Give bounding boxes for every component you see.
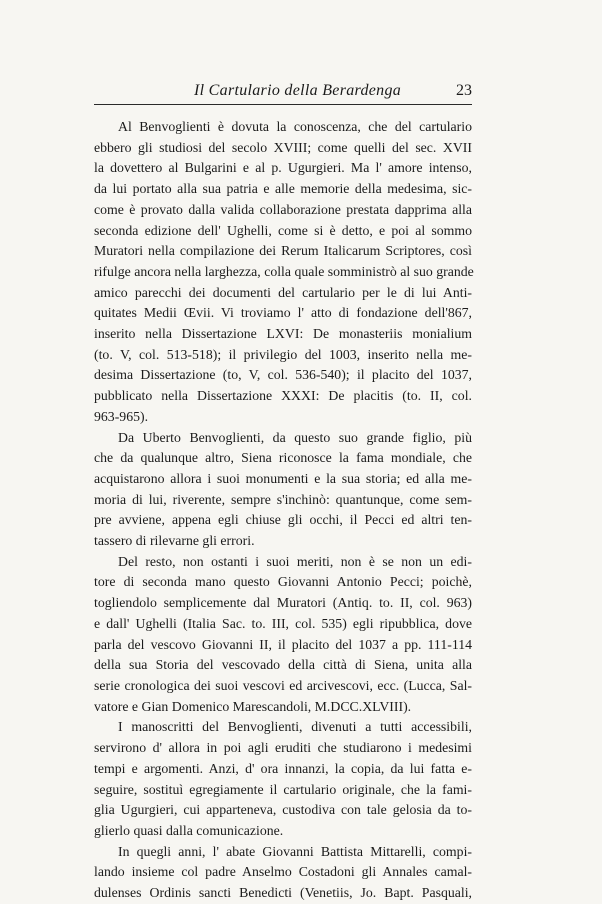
text-line: da lui portato alla sua patria e alle memorie della medesima, sic- bbox=[94, 181, 472, 197]
text-line: dulenses Ordinis sancti Benedicti (Venetiis, Jo. Bapt. Pasquali, bbox=[94, 885, 472, 901]
text-line: tassero di rilevarne gli errori. bbox=[94, 533, 255, 549]
text-line: pre avviene, appena egli chiuse gli occhi, il Pecci ed altri ten- bbox=[94, 512, 472, 528]
text-line: Al Benvoglienti è dovuta la conoscenza, che del cartulario bbox=[118, 119, 472, 134]
text-line: inserito nella Dissertazione LXVI: De monasteriis monialium bbox=[94, 326, 472, 342]
text-line: Muratori nella compilazione dei Rerum Italicarum Scriptores, così bbox=[94, 243, 472, 259]
text-line: amico parecchi dei documenti del cartulario per le di lui Anti- bbox=[94, 284, 472, 300]
text-line: serie cronologica dei suoi vescovi ed arcivescovi, ecc. (Lucca, Sal- bbox=[94, 677, 472, 693]
text-line: quitates Medii Œvii. Vi troviamo l' atto di fondazione dell'867, bbox=[94, 305, 472, 321]
text-line: I manoscritti del Benvoglienti, divenuti a tutti accessibili, bbox=[118, 719, 472, 735]
text-line: tempi e argomenti. Anzi, d' ora innanzi, la copia, da lui fatta e- bbox=[94, 760, 472, 776]
text-line: 963-965). bbox=[94, 408, 149, 424]
text-line: la dovettero al Bulgarini e al p. Ugurgieri. Ma l' amore intenso, bbox=[94, 160, 472, 176]
paragraph bbox=[94, 428, 472, 552]
paragraph bbox=[94, 117, 472, 428]
text-line: vatore e Gian Domenico Marescandoli, M.DCC.XLVIII). bbox=[94, 698, 412, 714]
text-line: Da Uberto Benvoglienti, da questo suo grande figlio, più bbox=[118, 429, 472, 445]
text-line: desima Dissertazione (to, V, col. 536-540); il placito del 1037, bbox=[94, 367, 472, 383]
text-line: Del resto, non ostanti i suoi meriti, non è se non un edi- bbox=[118, 553, 472, 569]
text-line: lando insieme col padre Anselmo Costadoni gli Annales camal- bbox=[94, 864, 472, 880]
text-line: acquistarono allora i suoi monumenti e la sua storia; ed alla me- bbox=[94, 470, 472, 486]
paragraph bbox=[94, 552, 472, 718]
text-line: glierlo quasi dalla comunicazione. bbox=[94, 822, 284, 838]
text-line: parla del vescovo Giovanni II, il placito del 1037 a pp. 111-114 bbox=[94, 636, 472, 652]
text-line: seconda edizione dell' Ughelli, come si è detto, e poi al sommo bbox=[94, 222, 472, 238]
page-number: 23 bbox=[456, 82, 472, 99]
text-line: togliendolo semplicemente dal Muratori (Antiq. to. II, col. 963) bbox=[94, 595, 472, 611]
text-line: pubblicato nella Dissertazione XXXI: De placitis (to. II, col. bbox=[94, 388, 472, 404]
text-line: In quegli anni, l' abate Giovanni Battista Mittarelli, compi- bbox=[118, 843, 472, 859]
page-header bbox=[94, 82, 472, 105]
text-line: e dall' Ughelli (Italia Sac. to. III, col. 535) egli ripubblica, dove bbox=[94, 615, 472, 631]
text-line: tore di seconda mano questo Giovanni Antonio Pecci; poichè, bbox=[94, 574, 472, 590]
text-line: (to. V, col. 513-518); il privilegio del 1003, inserito nella me- bbox=[94, 346, 472, 362]
text-line: glia Ugurgieri, cui apparteneva, custodiva con tale gelosia da to- bbox=[94, 802, 472, 818]
body-text bbox=[94, 117, 472, 904]
paragraph bbox=[94, 842, 472, 904]
text-line: come è provato dalla valida collaborazione prestata dapprima alla bbox=[94, 201, 472, 217]
running-title: Il Cartulario della Berardenga bbox=[194, 82, 402, 99]
text-line: seguire, sostituì egregiamente il cartulario originale, che la fami- bbox=[94, 781, 472, 797]
text-line: della sua Storia del vescovado della città di Siena, unita alla bbox=[94, 657, 472, 673]
text-line: ebbero gli studiosi del secolo XVIII; come quelli del sec. XVII bbox=[94, 139, 472, 155]
text-line: rifulge ancora nella larghezza, colla quale somministrò al suo grande bbox=[94, 263, 474, 279]
text-line: servirono d' allora in poi agli eruditi che studiarono i medesimi bbox=[94, 740, 472, 756]
paragraph bbox=[94, 717, 472, 841]
text-line: moria di lui, riverente, sempre s'inchinò: quantunque, come sem- bbox=[94, 491, 472, 507]
text-line: che da qualunque altro, Siena riconosce la fama mondiale, che bbox=[94, 450, 472, 466]
